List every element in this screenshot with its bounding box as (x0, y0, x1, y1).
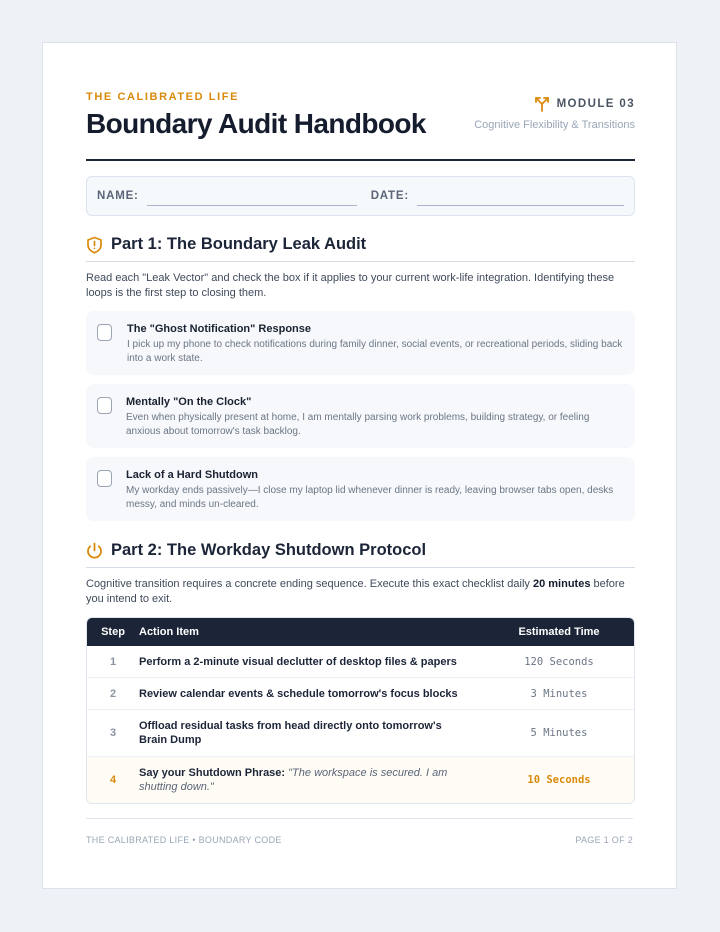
part2-intro (86, 577, 635, 606)
item-description: Even when physically present at home, I am mentally parsing work problems, building strategy, or feeling anxious about tomorrow's task backlog. (126, 412, 590, 437)
page-title: Boundary Audit Handbook (86, 108, 426, 139)
row-action (139, 766, 484, 794)
item-description: My workday ends passively—I close my laptop lid whenever dinner is ready, leaving browser tabs open, desks messy, and minds un-cleared. (126, 485, 614, 510)
row-time: 3 Minutes (530, 687, 588, 700)
shutdown-phrase: "The workspace is secured. I am shutting down." (139, 767, 448, 793)
row-action: Offload residual tasks from head directly onto tomorrow's Brain Dump (139, 720, 442, 746)
header-step: Step (101, 626, 125, 638)
page-header (86, 91, 635, 159)
handbook-page (42, 42, 677, 889)
item-text (126, 396, 623, 439)
intro-text-end: before you intend to exit. (86, 578, 625, 605)
checkbox[interactable] (97, 470, 112, 487)
shield-alert-icon (86, 236, 103, 254)
date-field[interactable] (417, 192, 624, 206)
list-item (86, 457, 635, 521)
module-label: MODULE 03 (556, 98, 635, 110)
item-text (126, 469, 623, 512)
row-action: Perform a 2-minute visual declutter of desktop files & papers (139, 655, 457, 668)
name-date-box (86, 176, 635, 216)
page-content (86, 91, 635, 804)
power-icon (86, 542, 103, 560)
item-description: I pick up my phone to check notifications during family dinner, social events, or recreational periods, sliding back into a work state. (127, 339, 623, 364)
item-title: The "Ghost Notification" Response (127, 323, 311, 335)
table-header (87, 618, 634, 646)
table-row-highlight (87, 757, 634, 803)
row-action: Review calendar events & schedule tomorrow's focus blocks (139, 687, 458, 700)
name-label: NAME: (97, 190, 139, 202)
checkbox[interactable] (97, 397, 112, 414)
row-step: 1 (109, 655, 117, 668)
page-number: PAGE 1 OF 2 (575, 835, 633, 845)
page-footer (86, 818, 633, 845)
leak-checklist (86, 311, 635, 521)
intro-text: Cognitive transition requires a concrete ending sequence. Execute this exact checklist daily (86, 578, 533, 590)
row-time: 10 Seconds (527, 774, 591, 786)
shutdown-table (86, 617, 635, 804)
list-item (86, 384, 635, 448)
branch-split-icon (533, 95, 551, 113)
module-subtitle: Cognitive Flexibility & Transitions (474, 119, 635, 131)
header-time: Estimated Time (518, 626, 600, 638)
part1-intro: Read each "Leak Vector" and check the box if it applies to your current work-life integration. Identifying these loops is the first step to closing them. (86, 272, 615, 299)
item-title: Lack of a Hard Shutdown (126, 469, 259, 481)
module-badge (533, 95, 635, 113)
intro-emphasis: 20 minutes (532, 578, 591, 590)
checkbox[interactable] (97, 324, 112, 341)
table-row (87, 646, 634, 678)
part1-heading (86, 235, 635, 262)
row-step: 2 (109, 687, 117, 700)
name-field[interactable] (147, 192, 357, 206)
row-time: 120 Seconds (524, 655, 594, 668)
header-action: Action Item (139, 626, 199, 638)
row-step: 4 (109, 774, 117, 786)
part1-title: Part 1: The Boundary Leak Audit (111, 235, 367, 253)
table-row (87, 678, 634, 710)
phrase-label: Say your Shutdown Phrase: (139, 767, 286, 779)
footer-left: THE CALIBRATED LIFE • BOUNDARY CODE (86, 835, 282, 845)
item-title: Mentally "On the Clock" (126, 396, 252, 408)
table-row (87, 710, 634, 757)
part2-heading (86, 541, 635, 568)
row-time: 5 Minutes (530, 727, 588, 739)
header-divider (86, 159, 635, 161)
brand-label: THE CALIBRATED LIFE (86, 91, 240, 103)
part2-title: Part 2: The Workday Shutdown Protocol (111, 541, 427, 559)
item-text (127, 323, 623, 366)
row-step: 3 (109, 727, 117, 739)
date-label: DATE: (370, 190, 409, 202)
list-item (86, 311, 635, 375)
